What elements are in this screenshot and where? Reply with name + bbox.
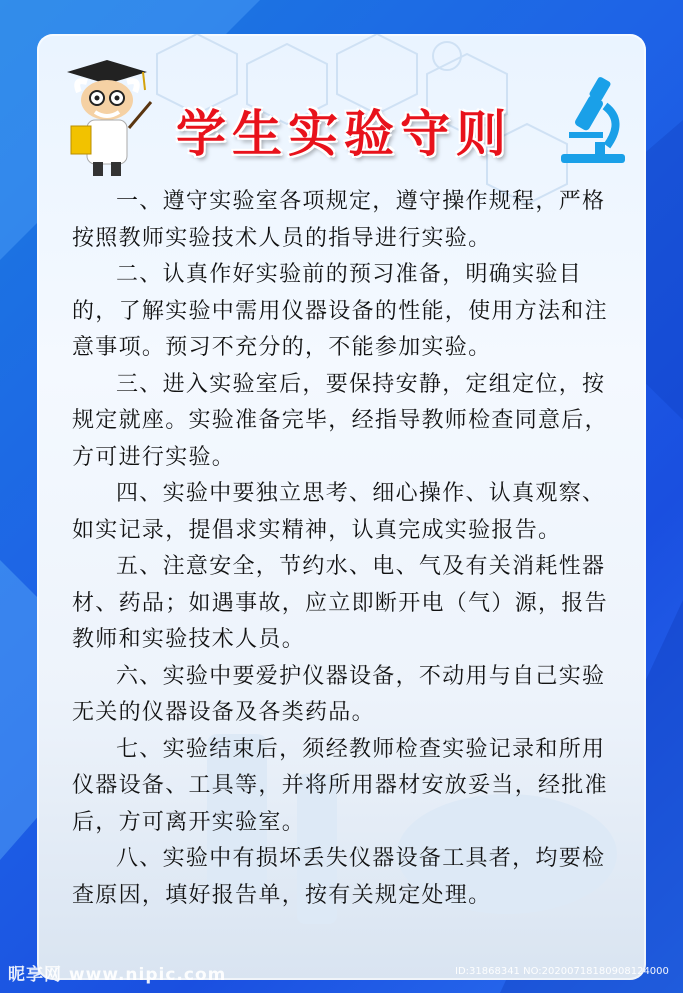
- rule-item: 七、实验结束后，须经教师检查实验记录和所用仪器设备、工具等，并将所用器材安放妥当，经批准后，方可离开实验室。: [72, 736, 608, 835]
- rule-item: 一、遵守实验室各项规定，遵守操作规程，严格按照教师实验技术人员的指导进行实验。: [72, 189, 606, 251]
- rules-list: [72, 184, 617, 914]
- professor-mascot-icon: [57, 56, 157, 181]
- poster-title: 学生实验守则: [176, 105, 512, 163]
- rule-item: 五、注意安全，节约水、电、气及有关消耗性器材、药品；如遇事故，应立即断开电（气）源，报告教师和实验技术人员。: [72, 554, 608, 652]
- rule-item: 八、实验中有损坏丢失仪器设备工具者，均要检查原因，填好报告单，按有关规定处理。: [72, 846, 606, 908]
- rule-item: 二、认真作好实验前的预习准备，明确实验目的，了解实验中需用仪器设备的性能，使用方法和注意事项。预习不充分的，不能参加实验。: [72, 262, 608, 360]
- rule-item: 六、实验中要爱护仪器设备，不动用与自己实验无关的仪器设备及各类药品。: [72, 663, 606, 725]
- rule-item: 四、实验中要独立思考、细心操作、认真观察、如实记录，提倡求实精神，认真完成实验报告。: [72, 481, 606, 543]
- watermark-site: 昵享网 www.nipic.com: [8, 965, 227, 985]
- microscope-icon: [555, 76, 635, 166]
- watermark-id: ID:31868341 NO:20200718180908124000: [455, 966, 669, 977]
- content-panel: [37, 34, 646, 980]
- rule-item: 三、进入实验室后，要保持安静，定组定位，按规定就座。实验准备完毕，经指导教师检查同意后，方可进行实验。: [72, 371, 608, 470]
